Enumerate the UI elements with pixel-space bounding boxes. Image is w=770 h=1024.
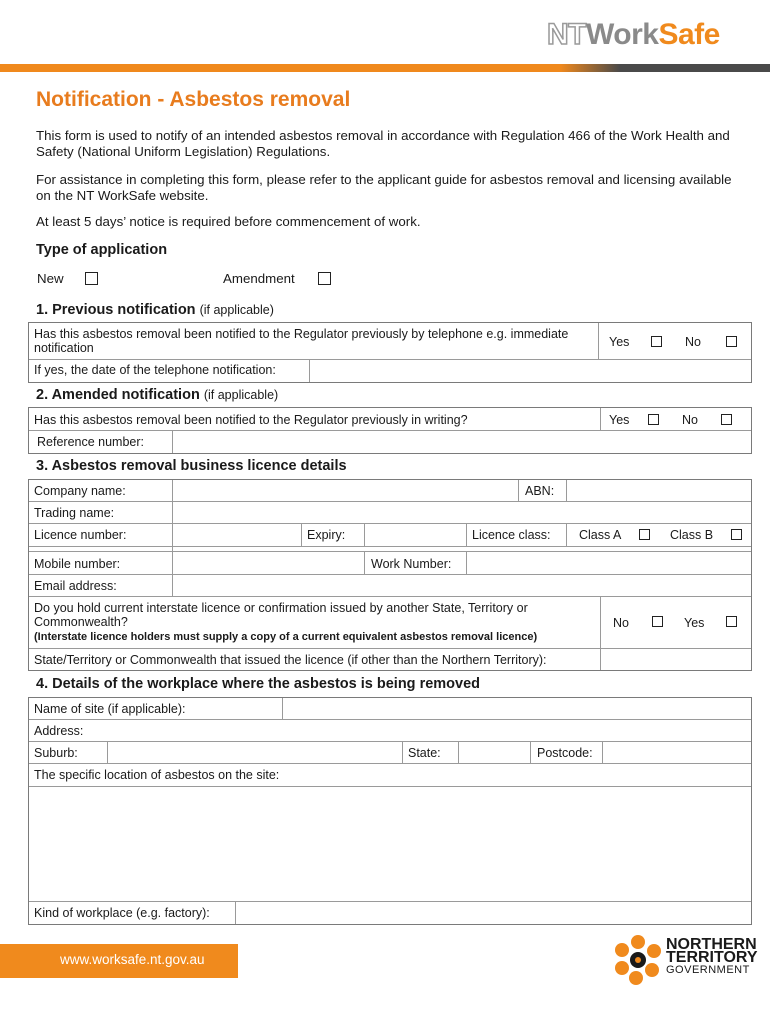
section2-no-checkbox[interactable] bbox=[721, 414, 732, 425]
address-input[interactable] bbox=[100, 721, 750, 740]
trading-name-label: Trading name: bbox=[34, 506, 115, 520]
section1-yes-checkbox[interactable] bbox=[651, 336, 662, 347]
site-name-label: Name of site (if applicable): bbox=[34, 702, 186, 716]
intro-paragraph-1: This form is used to notify of an intended asbestos removal in accordance with Regulation 466 of the Work Health and Safety (National Uniform Legislation) Regulations. bbox=[36, 128, 730, 159]
suburb-input[interactable] bbox=[109, 743, 401, 762]
mobile-number-label: Mobile number: bbox=[34, 557, 121, 571]
issued-by-input[interactable] bbox=[602, 650, 750, 669]
address-label: Address: bbox=[34, 724, 84, 738]
state-input[interactable] bbox=[460, 743, 529, 762]
section2-yes-label: Yes bbox=[609, 413, 630, 427]
intro-paragraph-2: For assistance in completing this form, please refer to the applicant guide for asbestos removal and licensing available on the NT WorkSafe website. bbox=[36, 172, 732, 203]
footer-url[interactable]: www.worksafe.nt.gov.au bbox=[60, 952, 205, 967]
interstate-question: Do you hold current interstate licence or confirmation issued by another State, Territory or Commonwealth? bbox=[34, 601, 528, 629]
amendment-label: Amendment bbox=[223, 271, 295, 286]
email-address-label: Email address: bbox=[34, 579, 117, 593]
class-b-label: Class B bbox=[670, 528, 714, 542]
work-number-label: Work Number: bbox=[371, 557, 452, 571]
postcode-input[interactable] bbox=[604, 743, 750, 762]
ntg-wordmark: NORTHERN TERRITORY GOVERNMENT bbox=[666, 936, 758, 976]
expiry-input[interactable] bbox=[366, 525, 465, 545]
ntg-flower-icon bbox=[612, 934, 664, 986]
abn-input[interactable] bbox=[568, 481, 750, 500]
licence-number-input[interactable] bbox=[174, 525, 300, 545]
section2-heading: 2. Amended notification (if applicable) bbox=[36, 387, 279, 403]
company-name-input[interactable] bbox=[174, 481, 516, 500]
expiry-label: Expiry: bbox=[307, 528, 346, 542]
section2-no-label: No bbox=[682, 413, 698, 427]
interstate-yes-label: Yes bbox=[684, 616, 705, 630]
intro-paragraph-3: At least 5 days’ notice is required before commencement of work. bbox=[36, 214, 421, 229]
state-label: State: bbox=[408, 746, 441, 760]
page-title: Notification - Asbestos removal bbox=[36, 88, 351, 111]
new-checkbox[interactable] bbox=[85, 272, 98, 285]
type-of-application-heading: Type of application bbox=[36, 242, 168, 258]
section1-no-label: No bbox=[685, 335, 701, 349]
class-a-label: Class A bbox=[579, 528, 622, 542]
licence-number-label: Licence number: bbox=[34, 528, 127, 542]
asbestos-location-textarea[interactable] bbox=[30, 787, 750, 900]
interstate-yes-checkbox[interactable] bbox=[726, 616, 737, 627]
kind-of-workplace-label: Kind of workplace (e.g. factory): bbox=[34, 906, 210, 920]
section1-date-input[interactable] bbox=[311, 361, 750, 381]
suburb-label: Suburb: bbox=[34, 746, 78, 760]
interstate-no-label: No bbox=[613, 616, 629, 630]
interstate-note: (Interstate licence holders must supply a copy of a current equivalent asbestos removal licence) bbox=[34, 631, 538, 643]
email-address-input[interactable] bbox=[174, 575, 750, 595]
section3-heading: 3. Asbestos removal business licence details bbox=[36, 458, 347, 474]
postcode-label: Postcode: bbox=[537, 746, 593, 760]
new-label: New bbox=[37, 271, 64, 286]
section1-question: Has this asbestos removal been notified to the Regulator previously by telephone e.g. immediate notification bbox=[34, 327, 569, 355]
work-number-input[interactable] bbox=[468, 553, 750, 573]
section2-reference-input[interactable] bbox=[174, 432, 750, 452]
licence-class-label: Licence class: bbox=[472, 528, 551, 542]
company-name-label: Company name: bbox=[34, 484, 126, 498]
class-a-checkbox[interactable] bbox=[639, 529, 650, 540]
section1-date-label: If yes, the date of the telephone notification: bbox=[34, 363, 276, 377]
amendment-checkbox[interactable] bbox=[318, 272, 331, 285]
trading-name-input[interactable] bbox=[174, 503, 750, 522]
section4-heading: 4. Details of the workplace where the asbestos is being removed bbox=[36, 676, 481, 692]
section1-yes-label: Yes bbox=[609, 335, 630, 349]
section2-question: Has this asbestos removal been notified to the Regulator previously in writing? bbox=[34, 413, 468, 427]
asbestos-location-label: The specific location of asbestos on the site: bbox=[34, 768, 280, 782]
section2-yes-checkbox[interactable] bbox=[648, 414, 659, 425]
interstate-no-checkbox[interactable] bbox=[652, 616, 663, 627]
site-name-input[interactable] bbox=[284, 699, 750, 718]
abn-label: ABN: bbox=[525, 484, 555, 498]
issued-by-label: State/Territory or Commonwealth that issued the licence (if other than the Northern Territory): bbox=[34, 653, 547, 667]
ntworksafe-logo: NTWorkSafe bbox=[547, 18, 720, 51]
class-b-checkbox[interactable] bbox=[731, 529, 742, 540]
section1-heading: 1. Previous notification (if applicable) bbox=[36, 302, 274, 318]
kind-of-workplace-input[interactable] bbox=[237, 903, 750, 923]
mobile-number-input[interactable] bbox=[174, 553, 363, 573]
section2-reference-label: Reference number: bbox=[37, 435, 145, 449]
section1-no-checkbox[interactable] bbox=[726, 336, 737, 347]
header-band bbox=[0, 64, 770, 72]
